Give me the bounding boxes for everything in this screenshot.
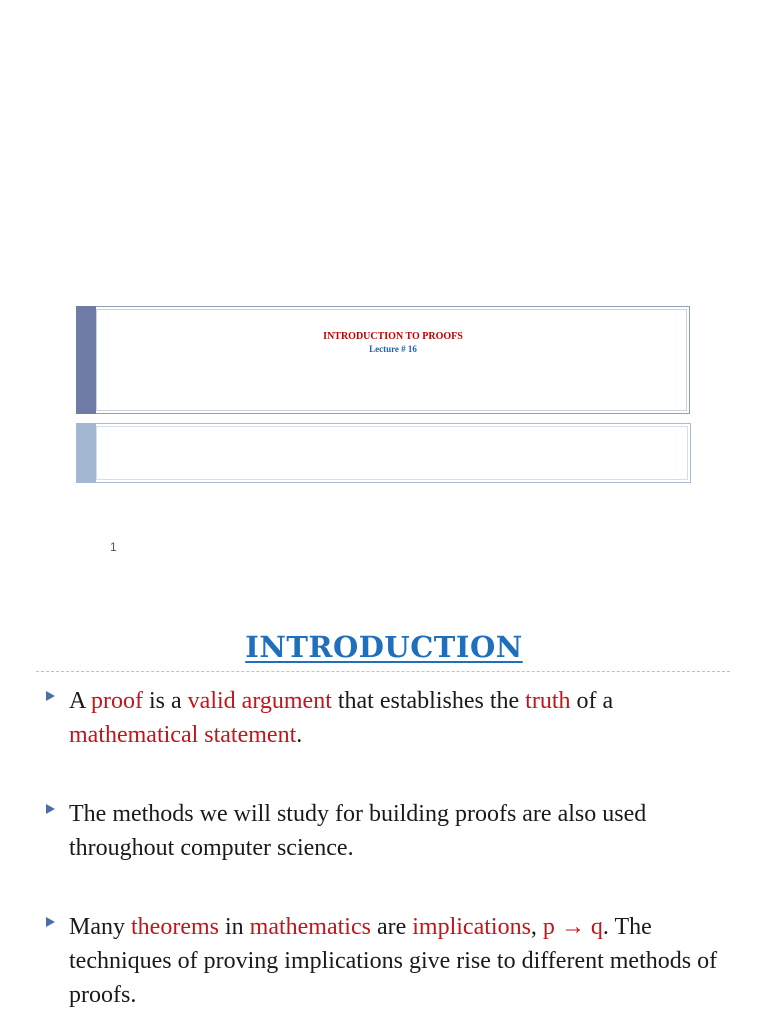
title-placeholder-box <box>76 306 690 414</box>
bullet-text-run: , <box>530 914 543 940</box>
emphasis-text: theorems <box>131 914 219 940</box>
bullet-text-run: Many <box>69 914 131 940</box>
bullet-arrow-icon <box>46 804 55 814</box>
section-heading: INTRODUCTION <box>245 630 523 664</box>
emphasis-text: mathematical statement <box>69 722 297 748</box>
emphasis-text: valid argument <box>187 688 332 714</box>
dashed-divider <box>36 671 730 672</box>
bullet-text <box>69 684 719 752</box>
emphasis-text: implications <box>412 914 531 940</box>
bullet-text-run: . The techniques of proving implications give rise to different methods of proofs. <box>69 914 718 1008</box>
emphasis-text: mathematics <box>249 914 371 940</box>
bullet-arrow-icon <box>46 917 55 927</box>
bullet-text-run: The methods we will study for building proofs are also used throughout computer science. <box>69 801 647 861</box>
subtitle-accent-bar <box>76 423 96 483</box>
lecture-subtitle: Lecture # 16 <box>369 344 417 354</box>
subtitle-box-inner-border <box>96 426 688 480</box>
bullet-text-run: is a <box>143 688 188 714</box>
bullet-text-run: that establishes the <box>331 688 526 714</box>
subtitle-placeholder-box <box>76 423 691 483</box>
emphasis-text: truth <box>525 688 571 714</box>
page-number: 1 <box>110 540 117 554</box>
bullet-text <box>69 910 719 1012</box>
bullet-arrow-icon <box>46 691 55 701</box>
bullet-text-run: A <box>69 688 92 714</box>
bullet-text-run: in <box>218 914 250 940</box>
bullet-text-run: . <box>296 722 303 748</box>
slide-2 <box>0 576 768 1024</box>
bullet-text-run: of a <box>570 688 614 714</box>
emphasis-text: p → q <box>542 914 603 940</box>
emphasis-text: proof <box>91 688 143 714</box>
title-box-inner-border <box>96 309 687 411</box>
slide-title: INTRODUCTION TO PROOFS <box>323 331 463 342</box>
bullet-text <box>69 797 719 865</box>
bullet-text-run: are <box>370 914 413 940</box>
title-accent-bar <box>76 306 96 414</box>
